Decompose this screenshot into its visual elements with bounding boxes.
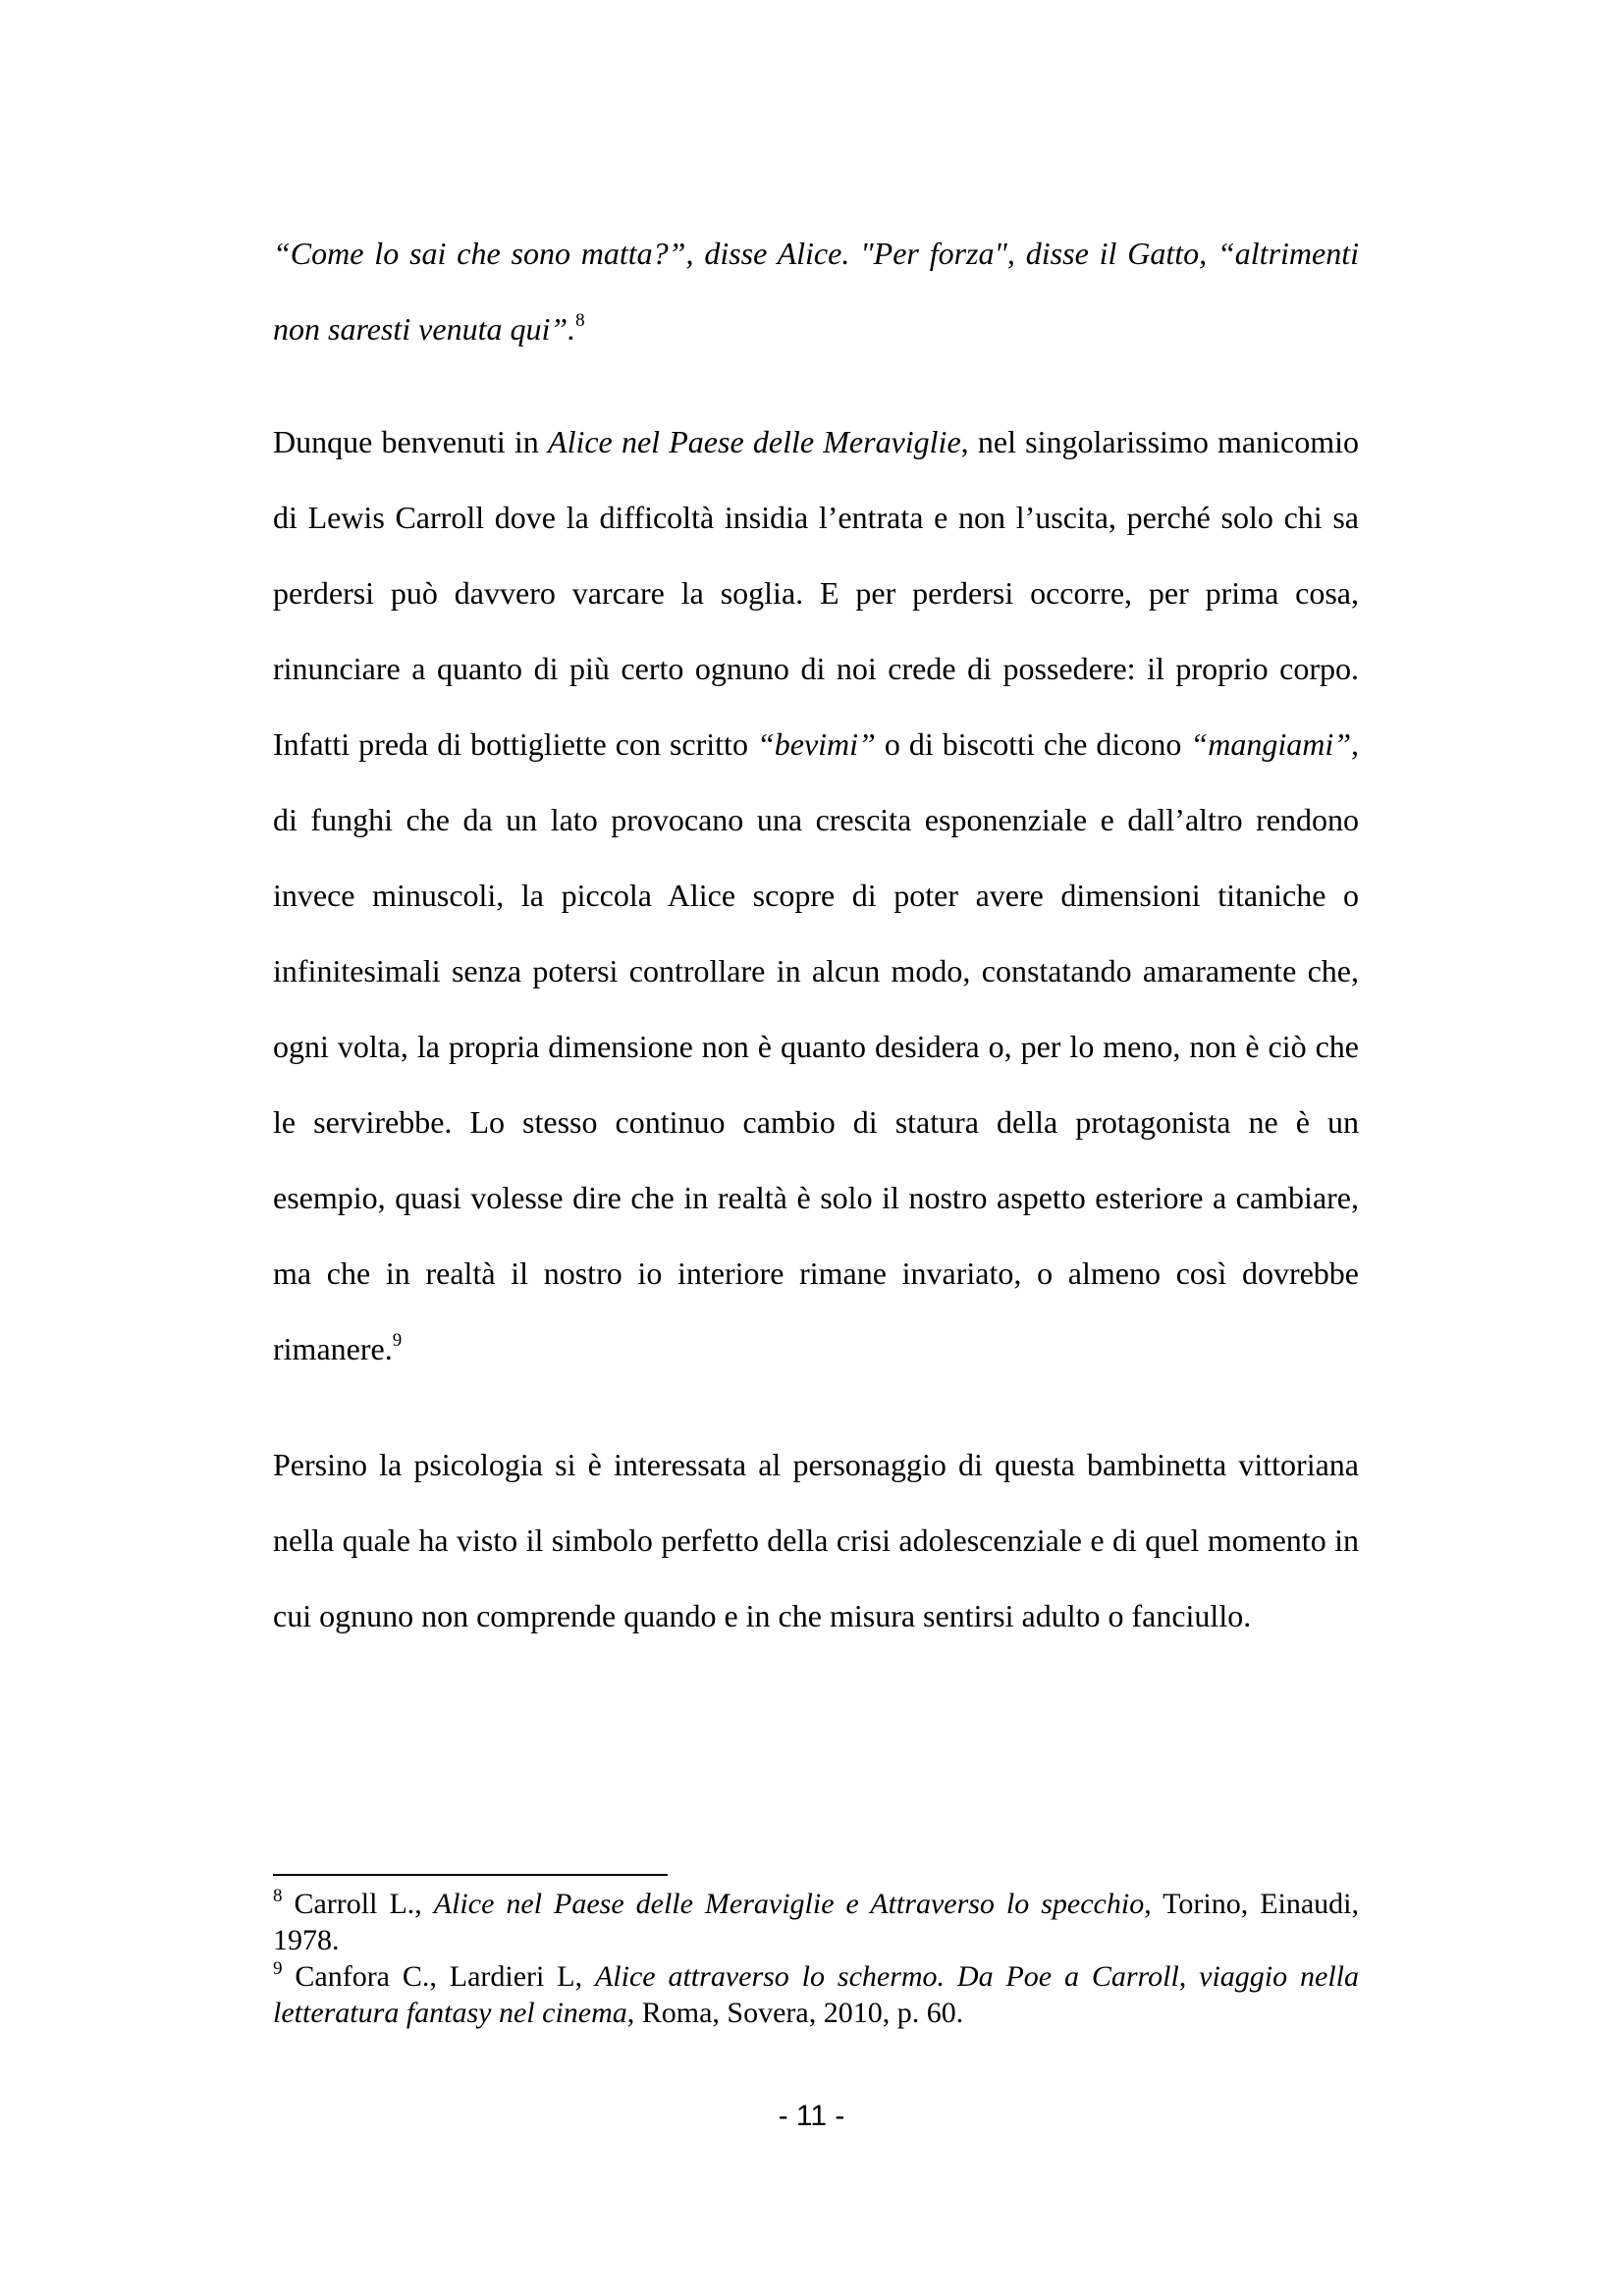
footnote-9 (273, 1958, 1359, 2031)
footnote-number: 8 (273, 1886, 283, 1906)
footnote-ref-9[interactable]: 9 (392, 1330, 403, 1351)
bevimi-italic: “bevimi” (756, 726, 876, 762)
book-title-italic: Alice nel Paese delle Meraviglie (548, 424, 961, 459)
footnote-text: Carroll L., (282, 1888, 434, 1920)
body-paragraph-1 (273, 404, 1359, 1387)
page-number: - 11 - (778, 2100, 845, 2132)
footnote-8 (273, 1886, 1359, 1958)
p1-text-3: o di biscotti che dicono (875, 726, 1191, 762)
footnote-text: Canfora C., Lardieri L, (282, 1960, 595, 1993)
epigraph-part2: "Per forza", disse il Gatto, “altrimenti non saresti venuta qui”. (273, 236, 1360, 347)
footnote-text: , Roma, Sovera, 2010, p. 60. (626, 1997, 964, 2029)
footnote-number: 9 (273, 1958, 283, 1979)
p1-text-4: , di funghi che da un lato provocano una crescita esponenziale e dall’altro rendono invece minuscoli, la piccola Alice scopre di poter avere dimensioni titaniche o infinitesimali senza potersi controllare in alcun modo, constatando amaramente che, ogni volta, la propria dimensione non è quanto desidera o, per lo meno, non è ciò che le servirebbe. Lo stesso continuo cambio di statura della protagonista ne è un esempio, quasi volesse dire che in realtà è solo il nostro aspetto esteriore a cambiare, ma che in realtà il nostro io interiore rimane invariato, o almeno così dovrebbe rimanere. (273, 726, 1360, 1366)
body-paragraph-2: Persino la psicologia si è interessata al personaggio di questa bambinetta vittoriana nella quale ha visto il simbolo perfetto della crisi adolescenziale e di quel momento in cui ognuno non comprende quando e in che misura sentirsi adulto o fanciullo. (273, 1447, 1359, 1633)
footnotes (273, 1886, 1359, 2031)
p1-text-1: Dunque benvenuti in (273, 424, 549, 459)
epigraph-quote (273, 216, 1359, 367)
footnote-title: Alice nel Paese delle Meraviglie e Attraverso lo specchio (433, 1888, 1145, 1920)
p1-text-2: , nel singolarissimo manicomio di Lewis Carroll dove la difficoltà insidia l’entrata e non l’uscita, perché solo chi sa perdersi può davvero varcare la soglia. E per perdersi occorre, per prima cosa, rinunciare a quanto di più certo ognuno di noi crede di possedere: il proprio corpo. Infatti preda di bottigliette con scritto (273, 424, 1360, 762)
footnote-separator (273, 1874, 668, 1876)
footnote-text: , Torino, Einaudi, 1978. (273, 1888, 1359, 1956)
mangiami-italic: “mangiami” (1190, 726, 1352, 762)
footnote-ref-8[interactable]: 8 (575, 310, 585, 331)
footnote-title: Alice attraverso lo schermo. Da Poe a Carroll, viaggio nella letteratura fantasy nel cinema (273, 1960, 1360, 2029)
epigraph-part1: “Come lo sai che sono matta?”, disse Alice. (273, 236, 861, 271)
